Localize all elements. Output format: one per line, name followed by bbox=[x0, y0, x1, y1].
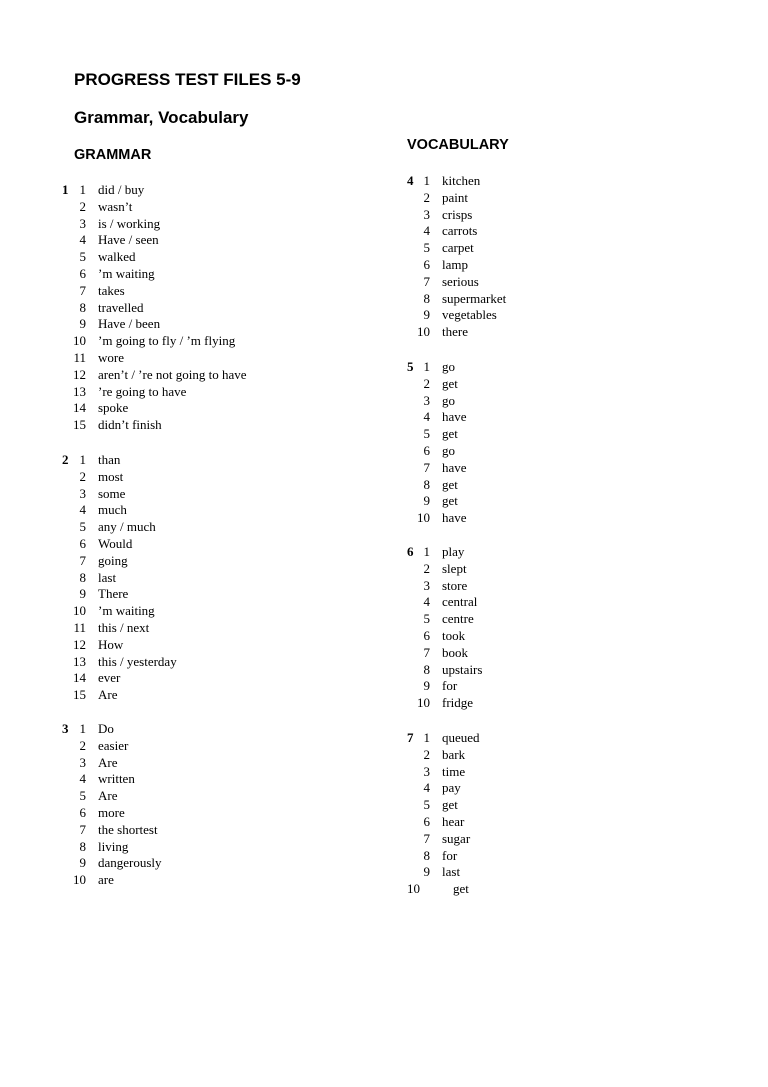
answer-text: centre bbox=[442, 611, 474, 627]
exercise-number: 3 bbox=[62, 721, 69, 736]
item-number: 4 bbox=[423, 409, 430, 425]
answer-text: most bbox=[98, 468, 124, 484]
answer-text: play bbox=[442, 544, 465, 559]
page-subtitle: Grammar, Vocabulary bbox=[74, 108, 249, 127]
answer-text: takes bbox=[98, 282, 125, 298]
item-number: 3 bbox=[79, 485, 86, 501]
answer-text: there bbox=[442, 324, 468, 340]
answer-text: have bbox=[442, 459, 467, 475]
item-number: 3 bbox=[423, 763, 430, 779]
item-number: 5 bbox=[423, 611, 430, 627]
item-number: 6 bbox=[79, 265, 86, 281]
item-number: 7 bbox=[423, 644, 430, 660]
item-number: 8 bbox=[79, 569, 86, 585]
item-number: 2 bbox=[423, 189, 430, 205]
answer-text: go bbox=[442, 442, 455, 458]
item-number: 5 bbox=[423, 240, 430, 256]
item-number: 4 bbox=[423, 780, 430, 796]
answer-text: dangerously bbox=[98, 855, 162, 871]
answer-text: Have / seen bbox=[98, 232, 159, 248]
answer-text: are bbox=[98, 872, 114, 888]
item-number: 8 bbox=[423, 847, 430, 863]
item-number: 11 bbox=[73, 619, 86, 635]
item-number: 6 bbox=[423, 813, 430, 829]
item-number: 8 bbox=[79, 838, 86, 854]
item-number: 4 bbox=[423, 594, 430, 610]
answer-text: this / yesterday bbox=[98, 653, 177, 669]
answer-text: ’re going to have bbox=[98, 383, 187, 399]
item-number: 1 bbox=[79, 721, 86, 736]
answer-text: easier bbox=[98, 737, 129, 753]
item-number: 10 bbox=[73, 872, 86, 888]
answer-text: the shortest bbox=[98, 821, 158, 837]
answer-text: Have / been bbox=[98, 316, 161, 332]
answer-text: is / working bbox=[98, 215, 161, 231]
answer-text: paint bbox=[442, 189, 468, 205]
item-number: 3 bbox=[423, 206, 430, 222]
exercise-number: 4 bbox=[407, 173, 414, 188]
item-number: 5 bbox=[79, 519, 86, 535]
item-number: 14 bbox=[73, 400, 86, 416]
answer-text: get bbox=[442, 476, 458, 492]
answer-text: ever bbox=[98, 670, 121, 686]
answer-text: upstairs bbox=[442, 661, 483, 677]
page-title: PROGRESS TEST FILES 5-9 bbox=[74, 70, 301, 89]
item-number: 8 bbox=[423, 290, 430, 306]
item-number: 8 bbox=[423, 476, 430, 492]
exercise-number: 5 bbox=[407, 359, 414, 374]
item-number: 5 bbox=[79, 788, 86, 804]
item-number: 4 bbox=[79, 771, 86, 787]
answer-text: central bbox=[442, 594, 478, 610]
item-number: 10 bbox=[417, 695, 430, 711]
exercise-number: 6 bbox=[407, 544, 414, 559]
item-number: 5 bbox=[423, 426, 430, 442]
item-number: 1 bbox=[79, 452, 86, 467]
answer-text: time bbox=[442, 763, 466, 779]
answer-text: queued bbox=[442, 730, 480, 745]
item-number: 11 bbox=[73, 349, 86, 365]
item-number: 10 bbox=[73, 333, 86, 349]
answer-text: spoke bbox=[98, 400, 129, 416]
answer-text: wasn’t bbox=[98, 198, 133, 214]
exercise-number: 7 bbox=[407, 730, 414, 745]
answer-text: going bbox=[98, 552, 128, 568]
answer-text: get bbox=[453, 881, 469, 897]
item-number: 13 bbox=[73, 383, 86, 399]
answer-text: carrots bbox=[442, 223, 478, 239]
answer-text: last bbox=[442, 864, 461, 880]
answer-text: walked bbox=[98, 249, 136, 265]
item-number: 9 bbox=[79, 586, 86, 602]
item-number: 2 bbox=[79, 198, 86, 214]
item-number: 10 bbox=[73, 603, 86, 619]
item-number: 7 bbox=[79, 821, 86, 837]
item-number: 3 bbox=[423, 577, 430, 593]
item-number: 12 bbox=[73, 636, 86, 652]
answer-text: aren’t / ’re not going to have bbox=[98, 366, 247, 382]
answer-text: go bbox=[442, 359, 455, 374]
answer-text: have bbox=[442, 409, 467, 425]
item-number: 14 bbox=[73, 670, 86, 686]
answer-text: some bbox=[98, 485, 126, 501]
answer-text: more bbox=[98, 804, 125, 820]
answer-text: ’m waiting bbox=[98, 265, 155, 281]
item-number: 8 bbox=[423, 661, 430, 677]
answer-text: have bbox=[442, 510, 467, 526]
item-number: 6 bbox=[423, 442, 430, 458]
item-number: 7 bbox=[423, 830, 430, 846]
item-number: 10 bbox=[417, 324, 430, 340]
answer-text: fridge bbox=[442, 695, 474, 711]
answer-text: ’m going to fly / ’m flying bbox=[98, 333, 236, 349]
item-number: 5 bbox=[79, 249, 86, 265]
item-number: 9 bbox=[423, 678, 430, 694]
answer-text: bark bbox=[442, 746, 466, 762]
answer-text: hear bbox=[442, 813, 465, 829]
item-number: 12 bbox=[73, 366, 86, 382]
answer-text: sugar bbox=[442, 830, 471, 846]
item-number: 9 bbox=[79, 316, 86, 332]
answer-text: How bbox=[98, 636, 124, 652]
answer-text: Are bbox=[98, 788, 118, 804]
item-number: 15 bbox=[73, 417, 86, 433]
answer-text: go bbox=[442, 392, 455, 408]
item-number: 9 bbox=[423, 864, 430, 880]
item-number: 9 bbox=[423, 493, 430, 509]
item-number: 2 bbox=[79, 737, 86, 753]
answer-text: did / buy bbox=[98, 182, 145, 197]
answer-text: Are bbox=[98, 687, 118, 703]
answer-text: kitchen bbox=[442, 173, 481, 188]
item-number: 4 bbox=[79, 502, 86, 518]
item-number: 4 bbox=[423, 223, 430, 239]
item-number: 6 bbox=[79, 804, 86, 820]
answer-text: travelled bbox=[98, 299, 144, 315]
item-number: 9 bbox=[79, 855, 86, 871]
item-number: 15 bbox=[73, 687, 86, 703]
answer-text: took bbox=[442, 627, 466, 643]
answer-text: slept bbox=[442, 560, 467, 576]
exercise-number: 1 bbox=[62, 182, 69, 197]
item-number: 1 bbox=[423, 359, 430, 374]
item-number: 8 bbox=[79, 299, 86, 315]
answer-text: pay bbox=[442, 780, 461, 796]
item-number: 3 bbox=[79, 215, 86, 231]
item-number: 2 bbox=[79, 468, 86, 484]
item-number: 6 bbox=[423, 256, 430, 272]
answer-text: get bbox=[442, 426, 458, 442]
item-number: 10 bbox=[417, 510, 430, 526]
item-number: 3 bbox=[79, 754, 86, 770]
item-number: 6 bbox=[79, 535, 86, 551]
item-number: 10 bbox=[407, 881, 420, 897]
answer-text: Are bbox=[98, 754, 118, 770]
answer-text: any / much bbox=[98, 519, 156, 535]
item-number: 3 bbox=[423, 392, 430, 408]
item-number: 1 bbox=[79, 182, 86, 197]
answer-text: wore bbox=[98, 349, 124, 365]
answer-text: supermarket bbox=[442, 290, 507, 306]
answer-text: last bbox=[98, 569, 117, 585]
grammar-heading: GRAMMAR bbox=[74, 147, 152, 163]
answer-text: Do bbox=[98, 721, 114, 736]
answer-text: for bbox=[442, 847, 458, 863]
vocabulary-heading: VOCABULARY bbox=[407, 137, 509, 153]
item-number: 1 bbox=[423, 544, 430, 559]
answer-text: get bbox=[442, 375, 458, 391]
item-number: 7 bbox=[79, 282, 86, 298]
item-number: 5 bbox=[423, 797, 430, 813]
answer-text: Would bbox=[98, 535, 133, 551]
item-number: 4 bbox=[79, 232, 86, 248]
item-number: 13 bbox=[73, 653, 86, 669]
item-number: 7 bbox=[423, 273, 430, 289]
answer-text: get bbox=[442, 493, 458, 509]
answer-text: living bbox=[98, 838, 129, 854]
item-number: 2 bbox=[423, 746, 430, 762]
exercise-number: 2 bbox=[62, 452, 69, 467]
item-number: 7 bbox=[79, 552, 86, 568]
item-number: 9 bbox=[423, 307, 430, 323]
item-number: 1 bbox=[423, 730, 430, 745]
item-number: 7 bbox=[423, 459, 430, 475]
answer-text: than bbox=[98, 452, 121, 467]
item-number: 2 bbox=[423, 375, 430, 391]
answer-text: much bbox=[98, 502, 127, 518]
item-number: 1 bbox=[423, 173, 430, 188]
answer-text: serious bbox=[442, 273, 479, 289]
item-number: 6 bbox=[423, 627, 430, 643]
answer-text: lamp bbox=[442, 256, 468, 272]
answer-text: store bbox=[442, 577, 468, 593]
answer-text: for bbox=[442, 678, 458, 694]
answer-text: vegetables bbox=[442, 307, 497, 323]
answer-text: book bbox=[442, 644, 468, 660]
answer-text: didn’t finish bbox=[98, 417, 162, 433]
answer-text: There bbox=[98, 586, 129, 602]
answer-text: carpet bbox=[442, 240, 474, 256]
answer-text: this / next bbox=[98, 619, 150, 635]
item-number: 2 bbox=[423, 560, 430, 576]
answer-text: written bbox=[98, 771, 135, 787]
answer-text: get bbox=[442, 797, 458, 813]
answer-text: crisps bbox=[442, 206, 473, 222]
answer-text: ’m waiting bbox=[98, 603, 155, 619]
